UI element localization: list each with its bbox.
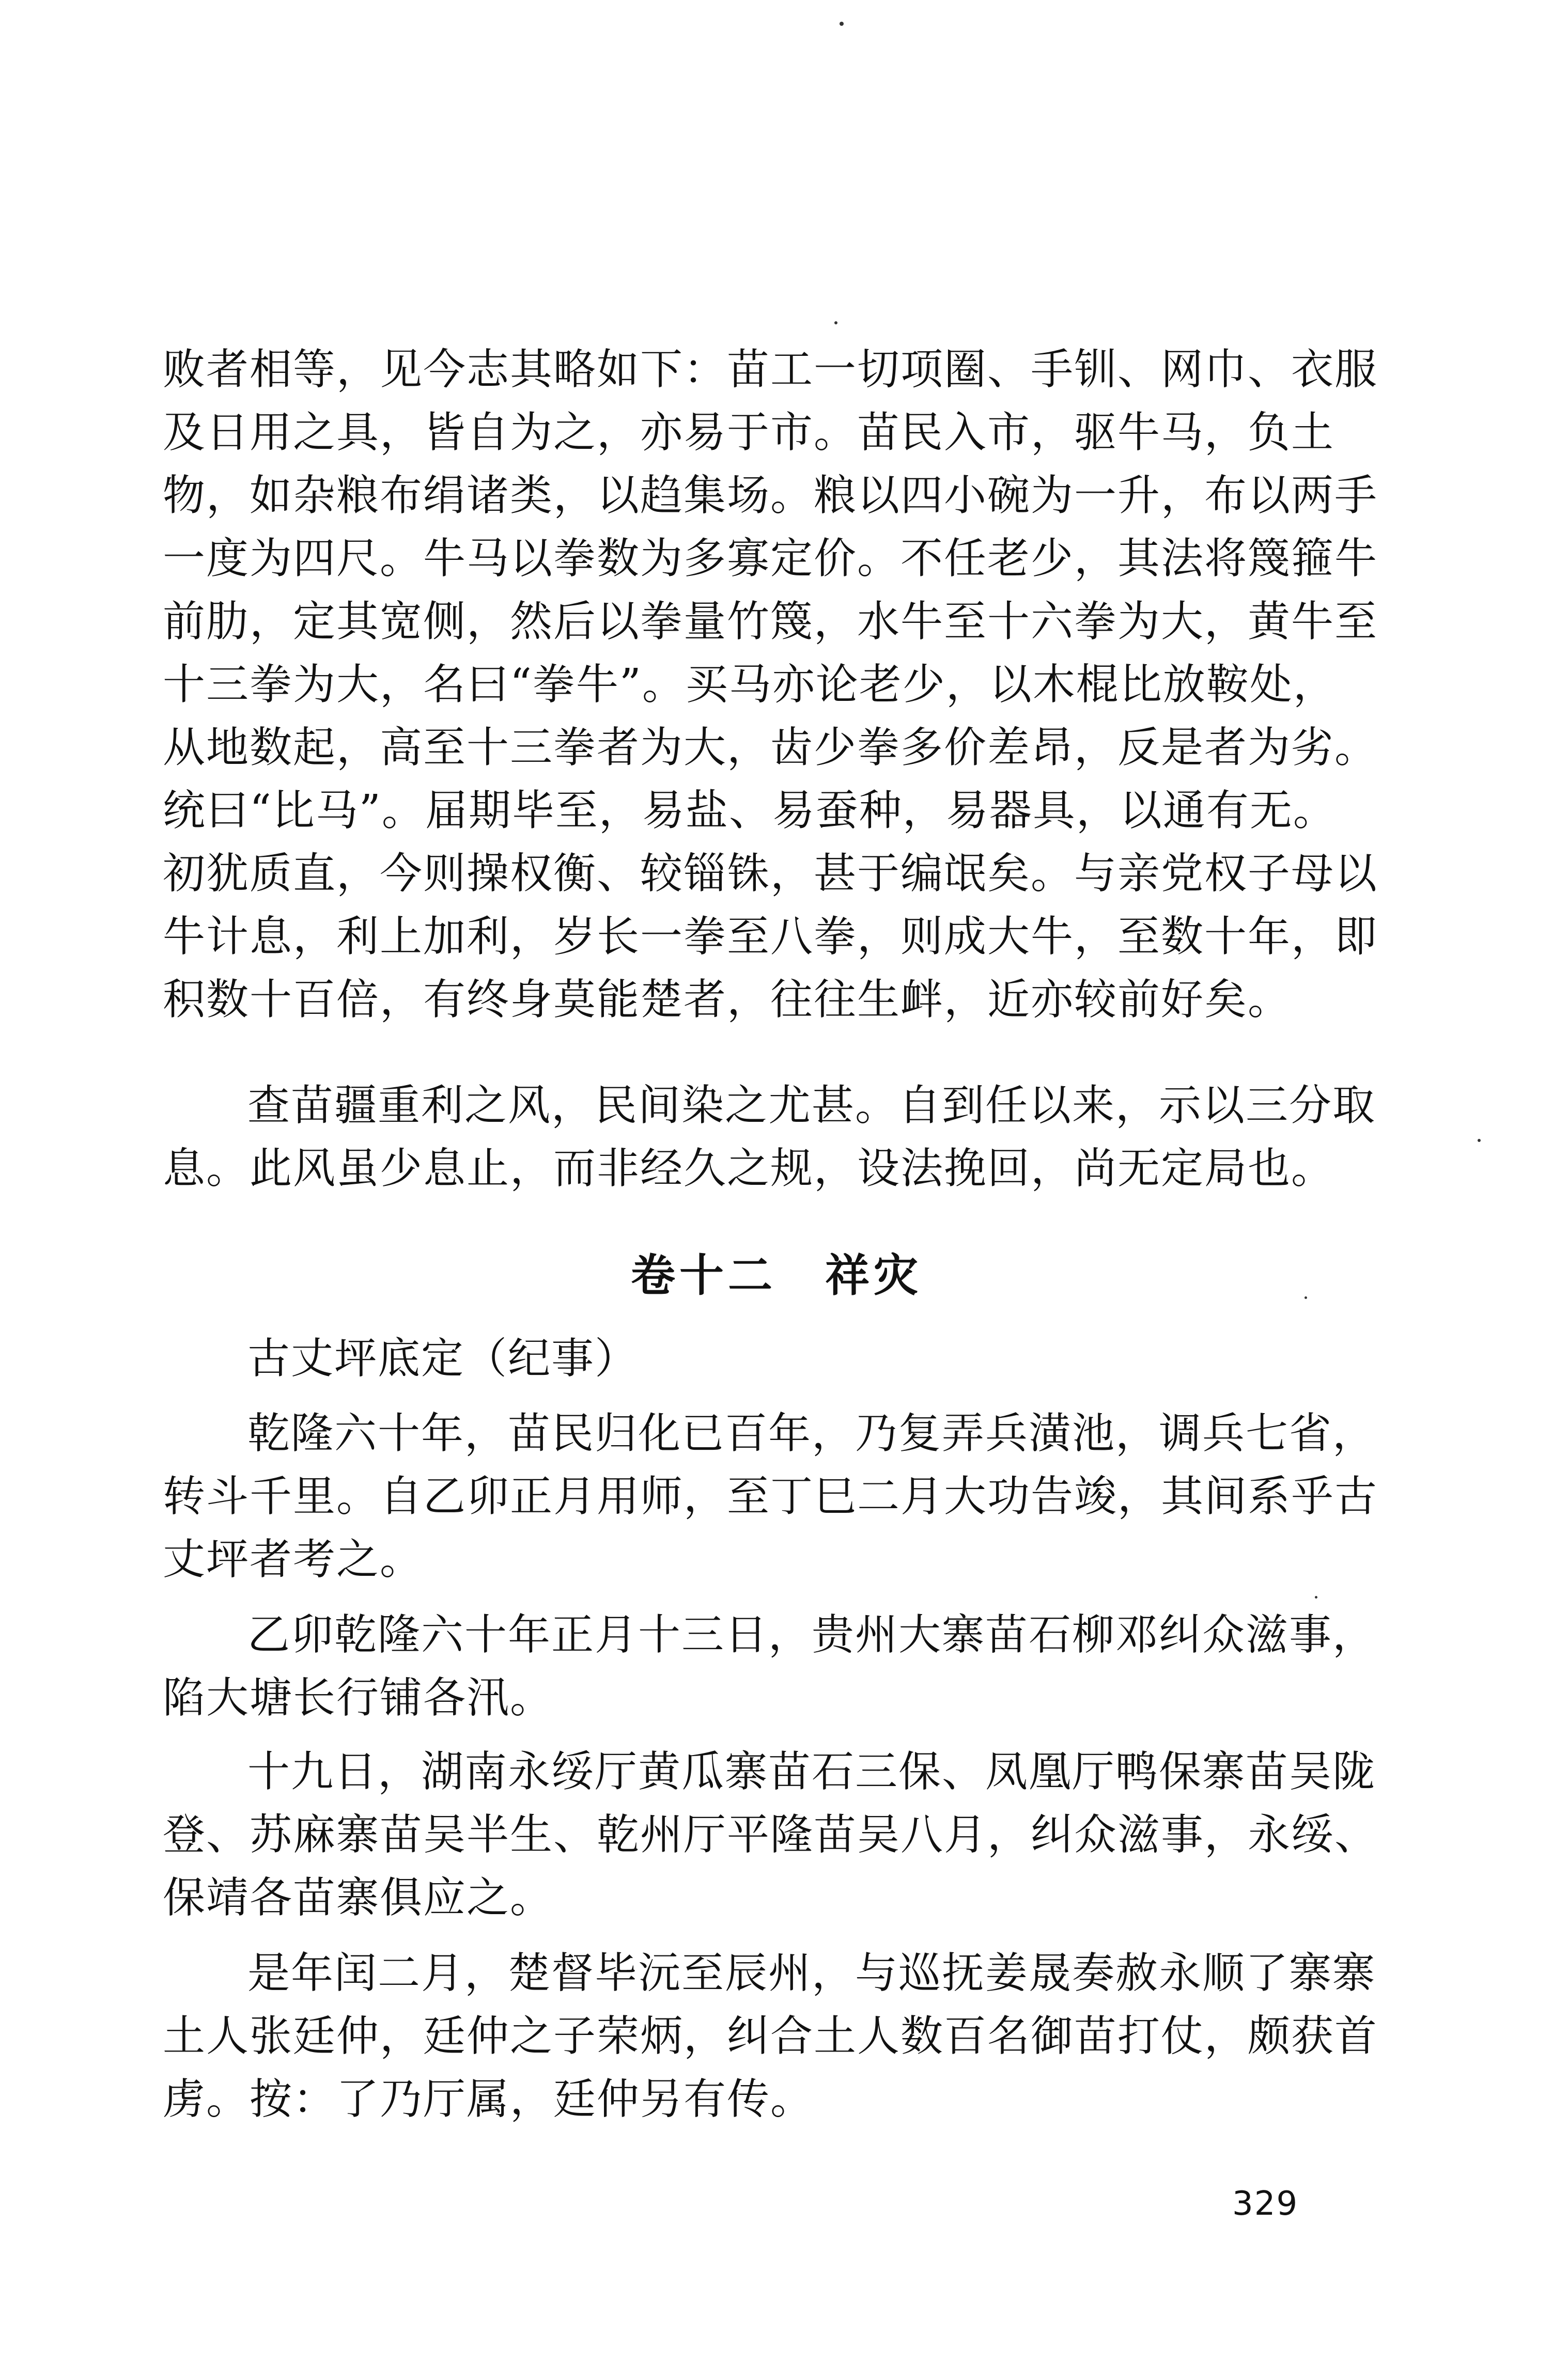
- text-line: 十三拳为大，名曰“拳牛”。买马亦论老少，以木棍比放鞍处，: [163, 660, 1337, 709]
- text-line: 是年闰二月，楚督毕沅至辰州，与巡抚姜晟奏赦永顺了寨寨: [247, 1949, 1376, 1998]
- text-line: 陷大塘长行铺各汛。: [163, 1673, 554, 1723]
- scan-speck: [1315, 1596, 1317, 1599]
- text-line: 丈坪者考之。: [163, 1535, 424, 1584]
- text-line: 乙卯乾隆六十年正月十三日，贵州大寨苗石柳邓纠众滋事，: [247, 1610, 1376, 1659]
- text-line: 登、苏麻寨苗吴半生、乾州厅平隆苗吴八月，纠众滋事，永绥、: [163, 1810, 1378, 1859]
- text-line: 虏。按：了乃厅属，廷仲另有传。: [163, 2075, 814, 2124]
- text-line: 一度为四尺。牛马以拳数为多寡定价。不任老少，其法将篾箍牛: [163, 534, 1378, 583]
- text-line: 转斗千里。自乙卯正月用师，至丁巳二月大功告竣，其间系乎古: [163, 1472, 1378, 1521]
- section-heading-block: [163, 1327, 1392, 1390]
- text-line: 牛计息，利上加利，岁长一拳至八拳，则成大牛，至数十年，即: [163, 912, 1378, 961]
- chapter-title: 卷十二 祥灾: [631, 1249, 922, 1302]
- page-number: 329: [1232, 2185, 1299, 2223]
- paragraph-usury-note: [163, 1074, 1392, 1200]
- text-line: 初犹质直，今则操权衡、较锱铢，甚于编氓矣。与亲党权子母以: [163, 849, 1378, 898]
- paragraph-nineteenth-day: [163, 1741, 1392, 1930]
- text-line: 查苗疆重利之风，民间染之尤甚。自到任以来，示以三分取: [247, 1081, 1376, 1130]
- text-line: 积数十百倍，有终身莫能楚者，往往生衅，近亦较前好矣。: [163, 975, 1292, 1024]
- text-line: 物，如杂粮布绢诸类，以趋集场。粮以四小碗为一升，布以两手: [163, 471, 1378, 520]
- text-line: 败者相等，见今志其略如下：苗工一切项圈、手钏、网巾、衣服: [163, 345, 1378, 394]
- paragraph-first-month: [163, 1604, 1392, 1730]
- text-line: 前肋，定其宽侧，然后以拳量竹篾，水牛至十六拳为大，黄牛至: [163, 597, 1378, 646]
- paragraph-leap-second-month: [163, 1942, 1392, 2131]
- text-line: 从地数起，高至十三拳者为大，齿少拳多价差昂，反是者为劣。: [163, 723, 1378, 772]
- scan-speck: [834, 321, 837, 324]
- text-line: 息。此风虽少息止，而非经久之规，设法挽回，尚无定局也。: [163, 1144, 1335, 1193]
- text-line: 保靖各苗寨俱应之。: [163, 1873, 554, 1922]
- text-line: 土人张廷仲，廷仲之子荣炳，纠合土人数百名御苗打仗，颇获首: [163, 2012, 1378, 2061]
- paragraph-qianlong-60: [163, 1402, 1392, 1591]
- text-line: 十九日，湖南永绥厅黄瓜寨苗石三保、凤凰厅鸭保寨苗吴陇: [247, 1747, 1376, 1796]
- text-line: 及日用之具，皆自为之，亦易于市。苗民入市，驱牛马，负土: [163, 408, 1335, 457]
- scan-speck: [1304, 1296, 1307, 1299]
- scan-speck: [840, 22, 844, 26]
- text-line: 乾隆六十年，苗民归化已百年，乃复弄兵潢池，调兵七省，: [247, 1409, 1376, 1458]
- section-heading: 古丈坪底定（纪事）: [247, 1334, 639, 1383]
- text-line: 统曰“比马”。届期毕至，易盐、易蚕种，易器具，以通有无。: [163, 786, 1337, 835]
- scan-speck: [1478, 1139, 1481, 1142]
- paragraph-market-customs: [163, 338, 1392, 1031]
